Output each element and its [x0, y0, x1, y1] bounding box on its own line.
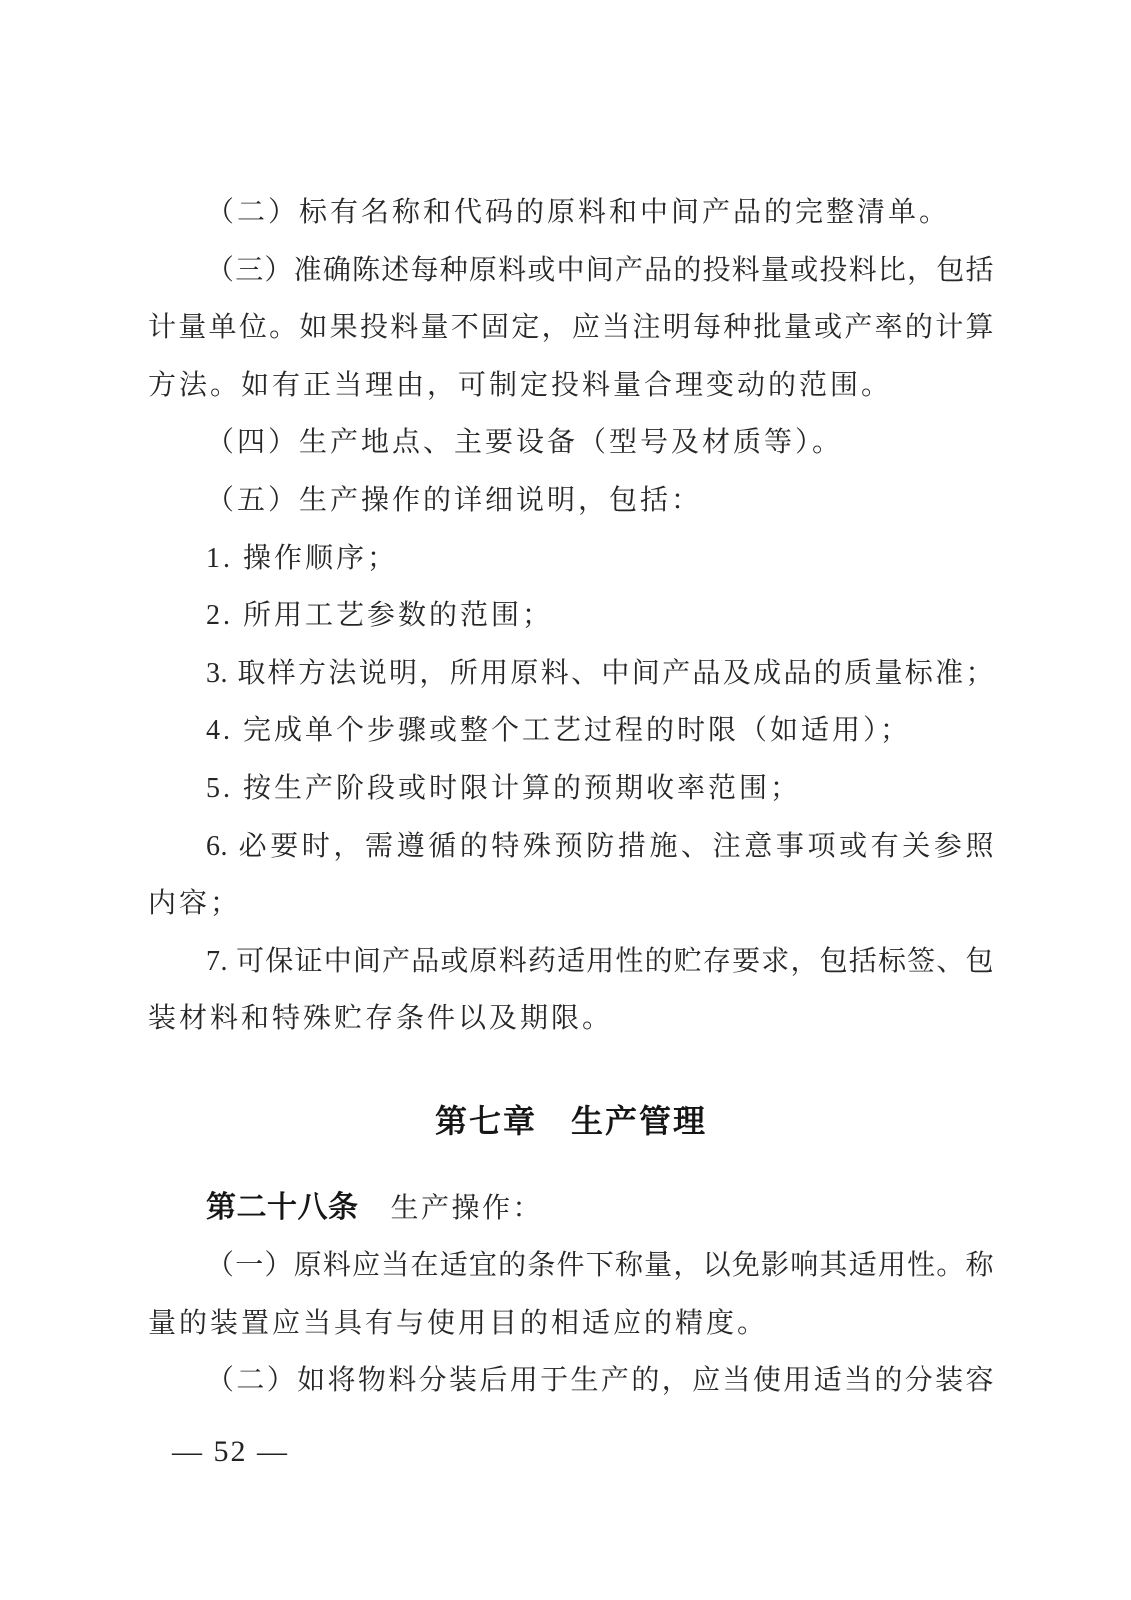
article-number: 第二十八条	[206, 1191, 359, 1224]
paragraph-line: （三）准确陈述每种原料或中间产品的投料量或投料比，包括	[206, 254, 994, 286]
paragraph-line: （二）如将物料分装后用于生产的，应当使用适当的分装容	[206, 1365, 994, 1397]
body-text-bottom	[148, 1179, 994, 1410]
paragraph-line: 计量单位。如果投料量不固定，应当注明每种批量或产率的计算	[148, 312, 994, 344]
body-text-top	[148, 184, 994, 1048]
list-item-line: 3. 取样方法说明，所用原料、中间产品及成品的质量标准；	[206, 657, 994, 689]
list-item-line: 7. 可保证中间产品或原料药适用性的贮存要求，包括标签、包	[206, 945, 994, 977]
list-item-line: 4. 完成单个步骤或整个工艺过程的时限（如适用）；	[206, 715, 912, 747]
paragraph-line: （四）生产地点、主要设备（型号及材质等）。	[206, 427, 844, 459]
list-item-line: 内容；	[148, 888, 242, 920]
chapter-heading: 第七章 生产管理	[434, 1103, 707, 1139]
paragraph-line: 量的装置应当具有与使用目的相适应的精度。	[148, 1307, 769, 1339]
list-item-line: 6. 必要时，需遵循的特殊预防措施、注意事项或有关参照	[206, 830, 994, 862]
list-item-line: 1. 操作顺序；	[206, 542, 399, 574]
list-item-line: 装材料和特殊贮存条件以及期限。	[148, 1003, 614, 1035]
paragraph-line: （五）生产操作的详细说明，包括：	[206, 484, 703, 516]
article-opening-line	[148, 1179, 994, 1237]
paragraph-line: （一）原料应当在适宜的条件下称量，以免影响其适用性。称	[206, 1250, 994, 1281]
paragraph-line: 方法。如有正当理由，可制定投料量合理变动的范围。	[148, 369, 893, 401]
article-title: 生产操作：	[390, 1193, 544, 1224]
list-item-line: 2. 所用工艺参数的范围；	[206, 600, 554, 632]
page-number: — 52 —	[172, 1435, 289, 1468]
paragraph-line: （二）标有名称和代码的原料和中间产品的完整清单。	[206, 197, 951, 228]
list-item-line: 5. 按生产阶段或时限计算的预期收率范围；	[206, 772, 802, 804]
